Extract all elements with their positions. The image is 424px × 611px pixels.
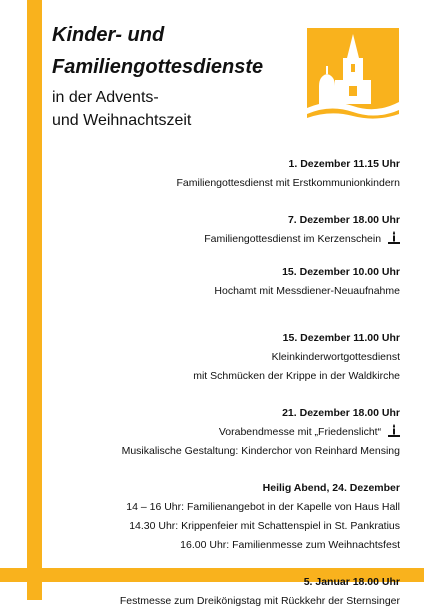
event-description: 14 – 16 Uhr: Familienangebot in der Kapelle von Haus Hall [126, 501, 400, 513]
event-description: Hochamt mit Messdiener-Neuaufnahme [214, 285, 400, 297]
event-item [60, 211, 400, 249]
church-logo [307, 28, 399, 120]
event-description: Vorabendmesse mit „Friedenslicht“ [218, 426, 382, 438]
candle-icon [388, 231, 400, 244]
event-description: 14.30 Uhr: Krippenfeier mit Schattenspiel in St. Pankratius [129, 520, 400, 532]
subtitle-line-2: und Weihnachtszeit [52, 112, 192, 129]
event-description-row [60, 423, 400, 442]
event-date: Heilig Abend, 24. Dezember [262, 482, 400, 494]
event-description: mit Schmücken der Krippe in der Waldkirche [193, 370, 400, 382]
event-description: 16.00 Uhr: Familienmesse zum Weihnachtsfest [180, 539, 400, 551]
event-description-row [60, 230, 400, 249]
vertical-accent-bar [27, 0, 42, 600]
event-item [60, 263, 400, 301]
subtitle-line-1: in der Advents- [52, 89, 159, 106]
title-line-1: Kinder- und [52, 24, 165, 46]
event-item [60, 329, 400, 386]
title-line-2: Familiengottesdienste [52, 56, 264, 78]
candle-icon [388, 424, 400, 437]
event-description: Familiengottesdienst im Kerzenschein [204, 233, 382, 245]
event-description: Familiengottesdienst mit Erstkommunionkindern [176, 177, 400, 189]
event-item [60, 573, 400, 611]
event-description: Musikalische Gestaltung: Kinderchor von Reinhard Mensing [121, 445, 400, 457]
event-date: 7. Dezember 18.00 Uhr [287, 214, 400, 226]
event-list [60, 155, 400, 611]
event-description: Festmesse zum Dreikönigstag mit Rückkehr der Sternsinger [119, 595, 400, 607]
event-item [60, 404, 400, 461]
event-date: 15. Dezember 10.00 Uhr [282, 266, 400, 278]
event-date: 21. Dezember 18.00 Uhr [282, 407, 400, 419]
church-icon [307, 28, 399, 120]
event-item [60, 155, 400, 193]
event-date: 15. Dezember 11.00 Uhr [282, 332, 400, 344]
event-item [60, 479, 400, 555]
event-description: Kleinkinderwortgottesdienst [271, 351, 400, 363]
event-date: 5. Januar 18.00 Uhr [303, 576, 400, 588]
event-date: 1. Dezember 11.15 Uhr [288, 158, 400, 170]
